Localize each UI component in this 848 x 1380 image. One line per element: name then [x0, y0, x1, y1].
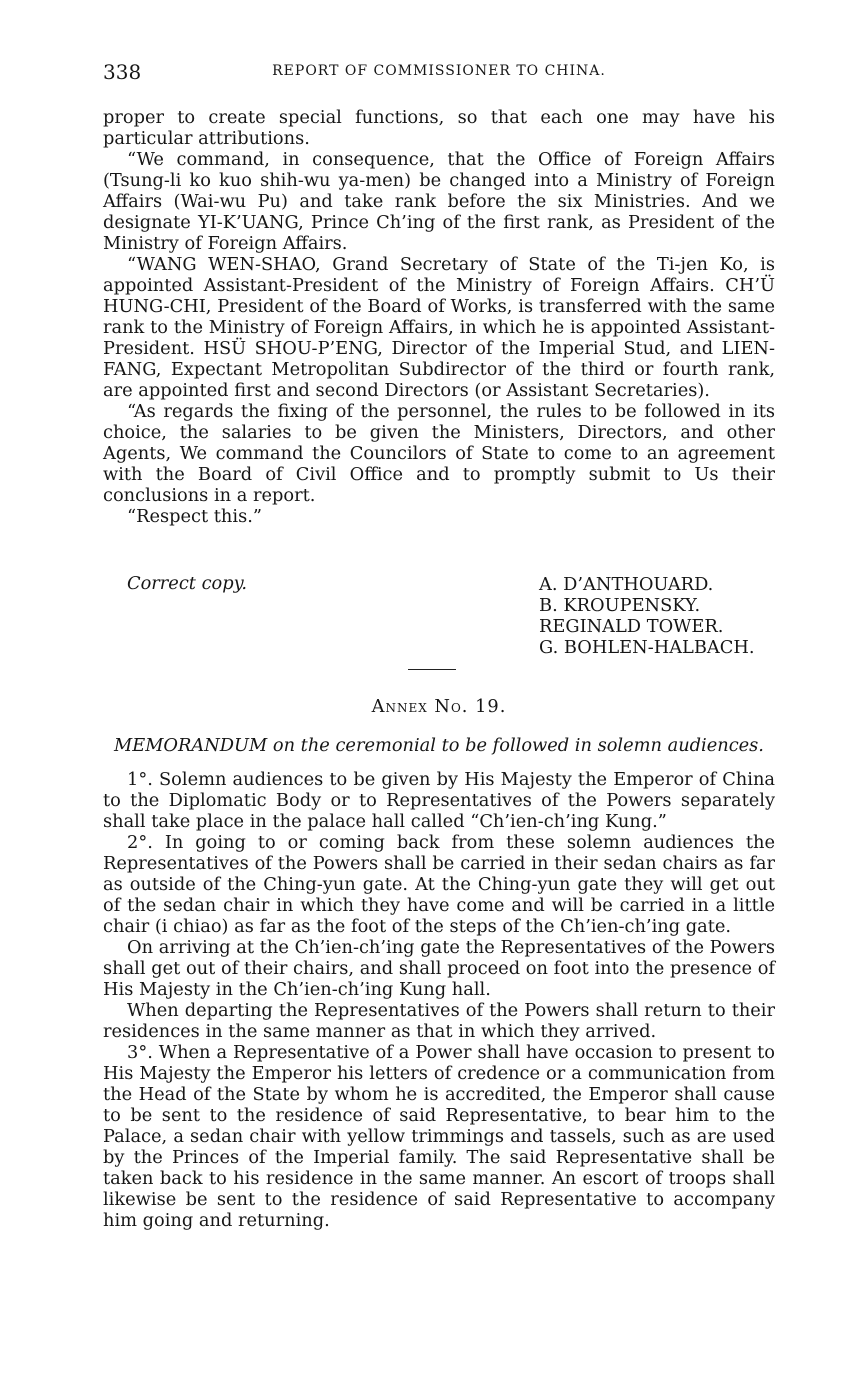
paragraph: When departing the Representatives of the Powers shall return to their residences in the same manner as that in which they arrived. — [103, 1000, 775, 1042]
page-header — [103, 60, 775, 86]
decree-text — [103, 107, 775, 527]
paragraph: proper to create special functions, so that each one may have his particular attributions. — [103, 107, 775, 149]
annex-title: Annex No. 19. — [371, 696, 507, 717]
paragraph: 3°. When a Representative of a Power shall have occasion to present to His Majesty the Emperor his letters of credence or a communication from the Head of the State by whom he is accredited, the Emperor shall cause to be sent to the residence of said Representative, to bear him to the Palace, a sedan chair with yellow trimmings and tassels, such as are used by the Princes of the Imperial family. The said Representative shall be taken back to his residence in the same manner. An escort of troops shall likewise be sent to the residence of said Representative to accompany him going and returning. — [103, 1042, 775, 1231]
signatory: REGINALD TOWER. — [539, 616, 724, 637]
paragraph: “WANG WEN-SHAO, Grand Secretary of State of the Ti-jen Ko, is appointed Assistant-President of the Ministry of Foreign Affairs. CH’Ü HUNG-CHI, President of the Board of Works, is transferred with the same rank to the Ministry of Foreign Affairs, in which he is appointed Assistant-President. HSÜ SHOU-P’ENG, Director of the Imperial Stud, and LIEN-FANG, Expectant Metropolitan Subdirector of the third or fourth rank, are appointed first and second Directors (or Assistant Secretaries). — [103, 254, 775, 401]
paragraph: On arriving at the Ch’ien-ch’ing gate the Representatives of the Powers shall get out of their chairs, and shall proceed on foot into the presence of His Majesty in the Ch’ien-ch’ing Kung hall. — [103, 937, 775, 1000]
signatory: B. KROUPENSKY. — [539, 595, 701, 616]
signatory: A. D’ANTHOUARD. — [539, 574, 714, 595]
memorandum-text — [103, 769, 775, 1231]
signatory: G. BOHLEN-HALBACH. — [539, 637, 755, 658]
signoff — [103, 573, 775, 657]
paragraph: “We command, in consequence, that the Office of Foreign Affairs (Tsung-li ko kuo shih-wu ya-men) be changed into a Ministry of Foreign Affairs (Wai-wu Pu) and take rank before the six Ministries. And we designate YI-K’UANG, Prince Ch’ing of the first rank, as President of the Ministry of Foreign Affairs. — [103, 149, 775, 254]
signatures — [539, 574, 755, 658]
section-divider — [408, 669, 456, 670]
correct-copy-note: Correct copy. — [127, 573, 247, 594]
paragraph: “Respect this.” — [127, 506, 262, 527]
running-head: REPORT OF COMMISSIONER TO CHINA. — [272, 63, 606, 79]
page-number: 338 — [103, 60, 142, 84]
paragraph: 2°. In going to or coming back from these solemn audiences the Representatives of the Powers shall be carried in their sedan chairs as far as outside of the Ching-yun gate. At the Ching-yun gate they will get out of the sedan chair in which they have come and will be carried in a little chair (i chiao) as far as the foot of the steps of the Ch’ien-ch’ing gate. — [103, 832, 775, 937]
paragraph: “As regards the fixing of the personnel, the rules to be followed in its choice, the salaries to be given the Ministers, Directors, and other Agents, We command the Councilors of State to come to an agreement with the Board of Civil Office and to promptly submit to Us their conclusions in a report. — [103, 401, 775, 506]
paragraph: 1°. Solemn audiences to be given by His Majesty the Emperor of China to the Diplomatic Body or to Representatives of the Powers separately shall take place in the palace hall called “Ch’ien-ch’ing Kung.” — [103, 769, 775, 832]
memorandum-title: MEMORANDUM on the ceremonial to be followed in solemn audiences. — [114, 735, 764, 756]
